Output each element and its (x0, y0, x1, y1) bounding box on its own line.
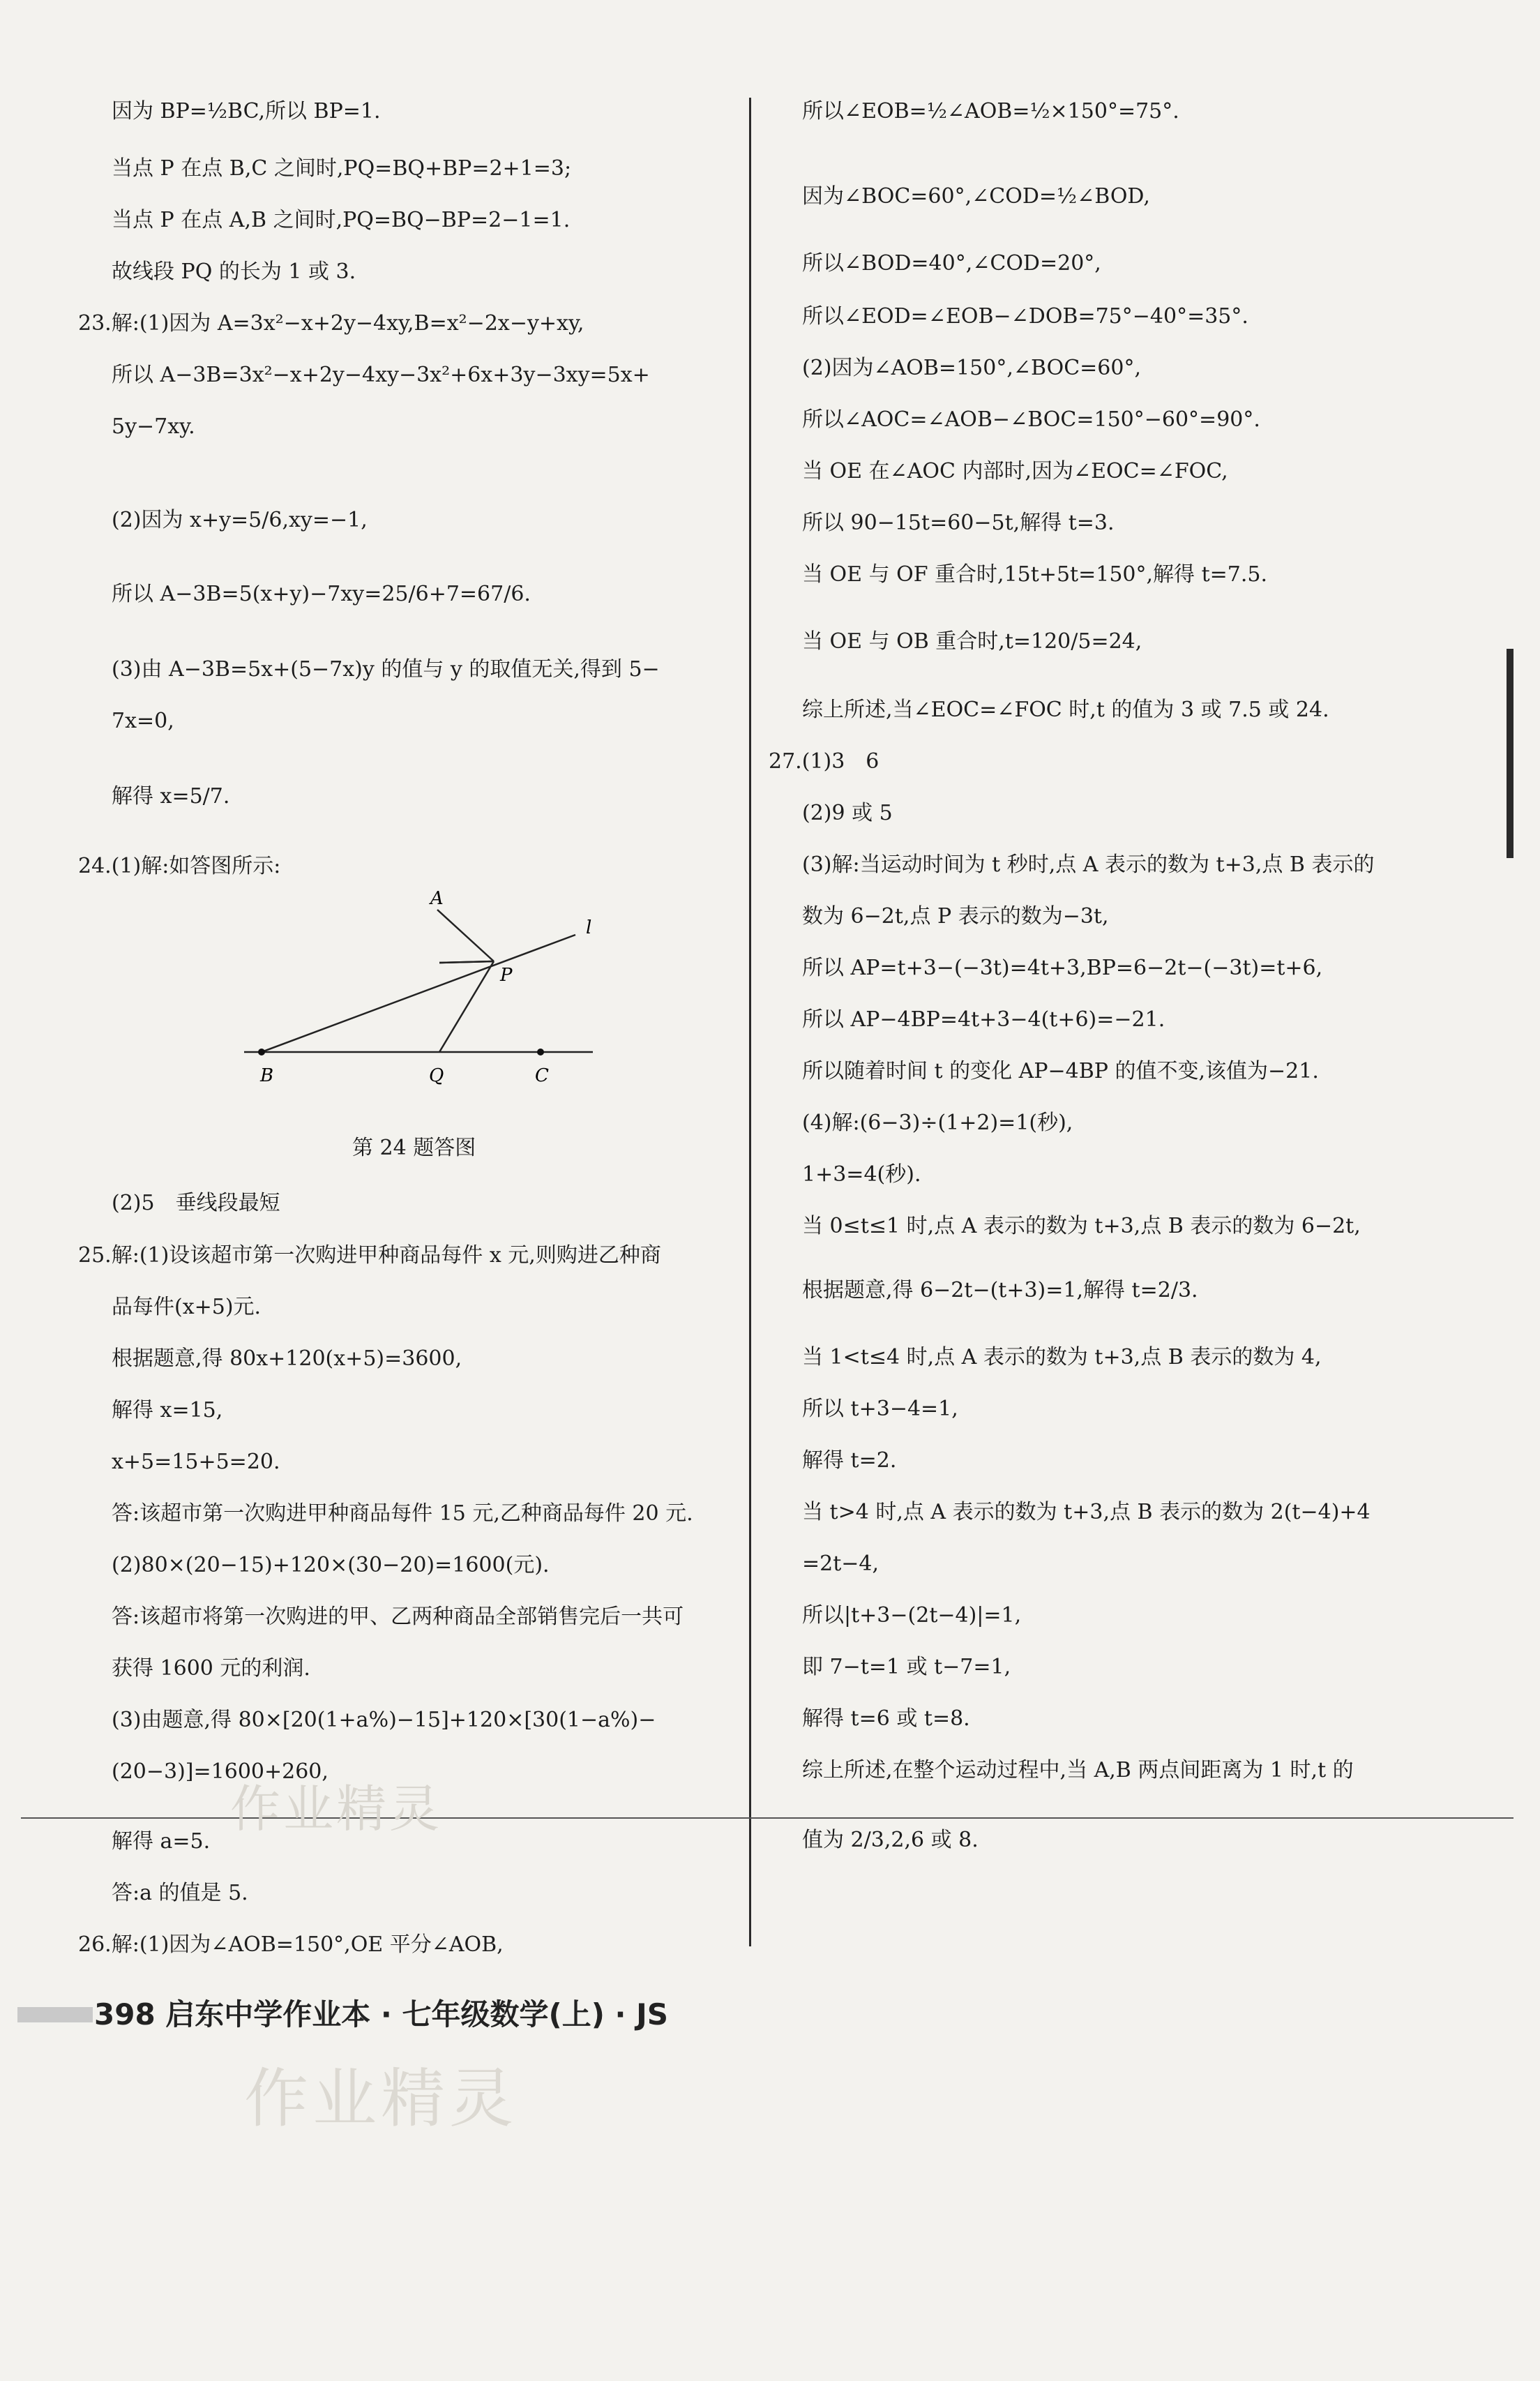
text-line: 所以∠BOD=40°,∠COD=20°, (802, 251, 1101, 276)
text-line: 所以 A−3B=5(x+y)−7xy=25/6+7=67/6. (112, 582, 531, 606)
text-line: 所以∠AOC=∠AOB−∠BOC=150°−60°=90°. (802, 407, 1260, 432)
text-line: 值为 2/3,2,6 或 8. (802, 1828, 979, 1852)
text-line: 当 OE 在∠AOC 内部时,因为∠EOC=∠FOC, (802, 459, 1228, 483)
point-b (258, 1049, 265, 1056)
text-line: (3)由题意,得 80×[20(1+a%)−15]+120×[30(1−a%)− (112, 1708, 656, 1732)
text-line: 当点 P 在点 B,C 之间时,PQ=BQ+BP=2+1=3; (112, 156, 572, 181)
text-line: 所以∠EOB=½∠AOB=½×150°=75°. (802, 99, 1179, 123)
text-line: 24.(1)解:如答图所示: (78, 854, 281, 878)
scan-edge-mark (1507, 649, 1513, 858)
point-c (537, 1049, 544, 1056)
text-line: 5y−7xy. (112, 414, 195, 439)
text-line: 解得 x=5/7. (112, 784, 230, 809)
text-line: 品每件(x+5)元. (112, 1295, 262, 1319)
text-line: x+5=15+5=20. (112, 1450, 280, 1474)
text-line: 答:a 的值是 5. (112, 1881, 248, 1905)
text-line: =2t−4, (802, 1552, 880, 1576)
text-line: 所以∠EOD=∠EOB−∠DOB=75°−40°=35°. (802, 304, 1248, 329)
column-divider (749, 98, 751, 1946)
text-line: 故线段 PQ 的长为 1 或 3. (112, 260, 356, 284)
text-line: 当点 P 在点 A,B 之间时,PQ=BQ−BP=2−1=1. (112, 208, 571, 232)
text-line: 25.解:(1)设该超市第一次购进甲种商品每件 x 元,则购进乙种商 (78, 1243, 661, 1268)
text-line: (20−3)]=1600+260, (112, 1759, 329, 1784)
text-line: 答:该超市将第一次购进的甲、乙两种商品全部销售完后一共可 (112, 1605, 684, 1629)
geometry-diagram (227, 879, 617, 1109)
text-line: 所以 90−15t=60−5t,解得 t=3. (802, 511, 1115, 535)
text-line: (2)因为∠AOB=150°,∠BOC=60°, (802, 356, 1142, 380)
label-a: A (430, 888, 444, 909)
text-line: 所以随着时间 t 的变化 AP−4BP 的值不变,该值为−21. (802, 1059, 1319, 1083)
line-l (262, 935, 575, 1052)
text-line: 即 7−t=1 或 t−7=1, (802, 1655, 1011, 1679)
label-b: B (260, 1065, 274, 1086)
text-line: 所以 t+3−4=1, (802, 1397, 958, 1421)
text-line: 当 OE 与 OF 重合时,15t+5t=150°,解得 t=7.5. (802, 562, 1268, 587)
text-line: (2)5 垂线段最短 (112, 1191, 280, 1215)
text-line: 综上所述,在整个运动过程中,当 A,B 两点间距离为 1 时,t 的 (802, 1758, 1354, 1782)
text-line: (2)80×(20−15)+120×(30−20)=1600(元). (112, 1553, 550, 1577)
text-line: 当 1<t≤4 时,点 A 表示的数为 t+3,点 B 表示的数为 4, (802, 1345, 1322, 1369)
text-line: 因为∠BOC=60°,∠COD=½∠BOD, (802, 184, 1150, 209)
text-line: (3)由 A−3B=5x+(5−7x)y 的值与 y 的取值无关,得到 5− (112, 657, 660, 682)
text-line: (3)解:当运动时间为 t 秒时,点 A 表示的数为 t+3,点 B 表示的 (802, 852, 1375, 877)
watermark: 作业精灵 (230, 1780, 443, 1838)
text-line: 当 t>4 时,点 A 表示的数为 t+3,点 B 表示的数为 2(t−4)+4 (802, 1500, 1371, 1524)
text-line: 所以 AP=t+3−(−3t)=4t+3,BP=6−2t−(−3t)=t+6, (802, 956, 1323, 980)
text-line: 解得 t=2. (802, 1448, 897, 1473)
text-line: 7x=0, (112, 709, 174, 733)
label-l: l (586, 917, 592, 938)
text-line: 23.解:(1)因为 A=3x²−x+2y−4xy,B=x²−2x−y+xy, (78, 311, 584, 336)
label-p: P (500, 965, 513, 986)
label-q: Q (429, 1065, 444, 1086)
text-line: 数为 6−2t,点 P 表示的数为−3t, (802, 904, 1109, 929)
text-line: 根据题意,得 80x+120(x+5)=3600, (112, 1346, 462, 1371)
text-line: 所以 A−3B=3x²−x+2y−4xy−3x²+6x+3y−3xy=5x+ (112, 363, 650, 387)
text-line: 解得 x=15, (112, 1398, 223, 1422)
label-c: C (535, 1065, 549, 1086)
watermark-large: 作业精灵 (244, 2061, 518, 2136)
text-line: 综上所述,当∠EOC=∠FOC 时,t 的值为 3 或 7.5 或 24. (802, 698, 1329, 722)
text-line: 所以 AP−4BP=4t+3−4(t+6)=−21. (802, 1007, 1165, 1032)
text-line: 所以|t+3−(2t−4)|=1, (802, 1603, 1022, 1628)
text-line: 26.解:(1)因为∠AOB=150°,OE 平分∠AOB, (78, 1932, 504, 1957)
text-line: 解得 t=6 或 t=8. (802, 1706, 970, 1731)
footer-text: 398 启东中学作业本 · 七年级数学(上) · JS (94, 1997, 668, 2031)
text-line: 根据题意,得 6−2t−(t+3)=1,解得 t=2/3. (802, 1278, 1198, 1302)
text-line: 27.(1)3 6 (769, 749, 880, 774)
text-line: (4)解:(6−3)÷(1+2)=1(秒), (802, 1111, 1073, 1135)
figure-caption: 第 24 题答图 (352, 1136, 476, 1160)
text-line: 因为 BP=½BC,所以 BP=1. (112, 99, 381, 123)
text-line: (2)9 或 5 (802, 801, 893, 825)
text-line: 获得 1600 元的利润. (112, 1656, 310, 1681)
text-line: 解得 a=5. (112, 1829, 211, 1854)
footer-bar (17, 2007, 93, 2022)
text-line: 答:该超市第一次购进甲种商品每件 15 元,乙种商品每件 20 元. (112, 1501, 693, 1526)
text-line: 1+3=4(秒). (802, 1162, 921, 1187)
text-line: (2)因为 x+y=5/6,xy=−1, (112, 508, 368, 532)
text-line: 当 OE 与 OB 重合时,t=120/5=24, (802, 629, 1142, 654)
segment-a-p (437, 910, 494, 961)
page-footer (17, 1992, 680, 2034)
text-line: 当 0≤t≤1 时,点 A 表示的数为 t+3,点 B 表示的数为 6−2t, (802, 1214, 1361, 1238)
